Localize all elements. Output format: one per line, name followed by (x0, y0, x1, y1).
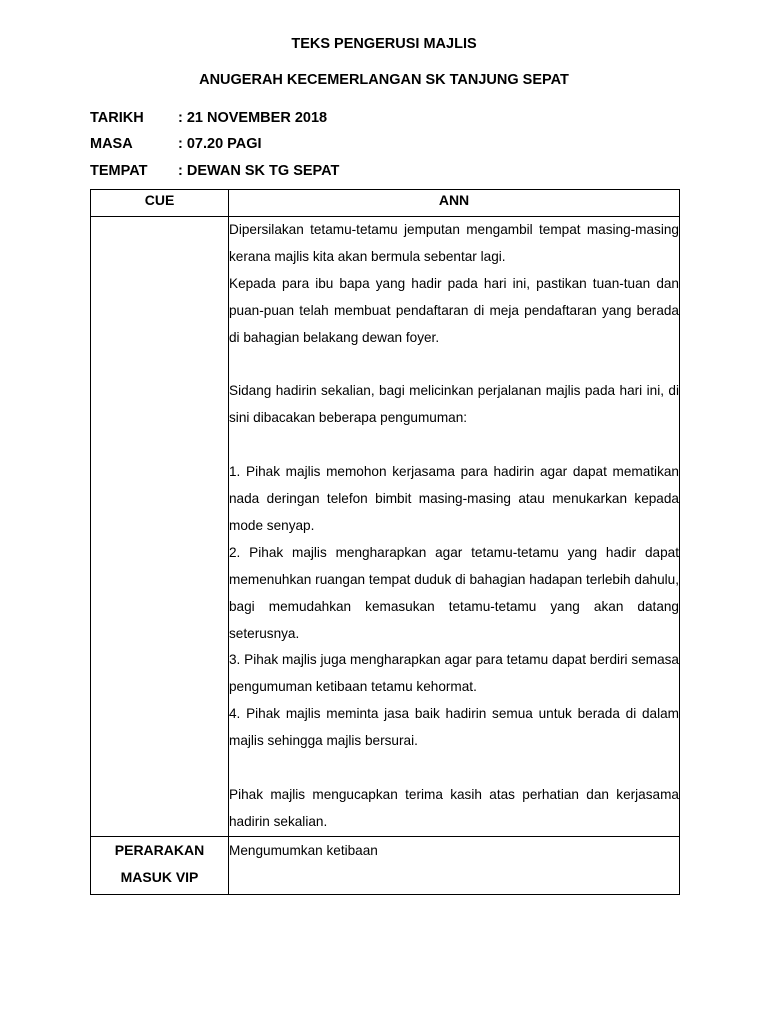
document-title: TEKS PENGERUSI MAJLIS (291, 36, 477, 52)
announcement-cell (229, 217, 680, 837)
announcement-item: 1. Pihak majlis memohon kerjasama para hadirin agar dapat mematikan nada deringan telefon bimbit masing-masing atau menukarkan kepada mode senyap. (229, 464, 679, 533)
meta-date-label: TARIKH (90, 110, 144, 126)
table-row (91, 836, 680, 894)
cue-cell (91, 217, 229, 837)
announcement-paragraph: Dipersilakan tetamu-tetamu jemputan mengambil tempat masing-masing kerana majlis kita akan bermula sebentar lagi. (229, 222, 679, 264)
document-subtitle: ANUGERAH KECEMERLANGAN SK TANJUNG SEPAT (199, 72, 569, 88)
meta-venue-row (90, 163, 339, 179)
meta-time-value: : 07.20 PAGI (178, 136, 262, 152)
cue-column-header: CUE (91, 190, 229, 217)
announcement-cell: Mengumumkan ketibaan (229, 836, 680, 894)
meta-time-row (90, 136, 262, 152)
announcement-paragraph: Kepada para ibu bapa yang hadir pada hari ini, pastikan tuan-tuan dan puan-puan telah membuat pendaftaran di meja pendaftaran yang berada di bahagian belakang dewan foyer. (229, 275, 679, 345)
meta-venue-value: : DEWAN SK TG SEPAT (178, 163, 340, 179)
script-table (90, 189, 680, 895)
table-header-row (91, 190, 680, 217)
announcement-paragraph: Pihak majlis mengucapkan terima kasih atas perhatian dan kerjasama hadirin sekalian. (229, 786, 679, 829)
announcement-item: 2. Pihak majlis mengharapkan agar tetamu-tetamu yang hadir dapat memenuhkan ruangan tempat duduk di bahagian hadapan terlebih dahulu, bagi memudahkan kemasukan tetamu-tetamu yang akan datang seterusnya. (229, 544, 679, 641)
announcement-paragraph: Sidang hadirin sekalian, bagi melicinkan perjalanan majlis pada hari ini, di sini dibacakan beberapa pengumuman: (229, 383, 679, 426)
meta-time-label: MASA (90, 136, 133, 152)
cue-cell (91, 836, 229, 894)
announcement-item: 3. Pihak majlis juga mengharapkan agar para tetamu dapat berdiri semasa pengumuman ketibaan tetamu kehormat. (229, 652, 679, 695)
ann-column-header: ANN (229, 190, 680, 217)
meta-date-value: : 21 NOVEMBER 2018 (178, 110, 328, 126)
announcement-item: 4. Pihak majlis meminta jasa baik hadirin semua untuk berada di dalam majlis sehingga majlis bersurai. (229, 706, 679, 749)
meta-date-row (90, 110, 327, 126)
table-row (91, 217, 680, 837)
meta-venue-label: TEMPAT (90, 163, 148, 179)
cue-text-line: MASUK VIP (120, 868, 199, 885)
cue-text-line: PERARAKAN (114, 841, 205, 858)
